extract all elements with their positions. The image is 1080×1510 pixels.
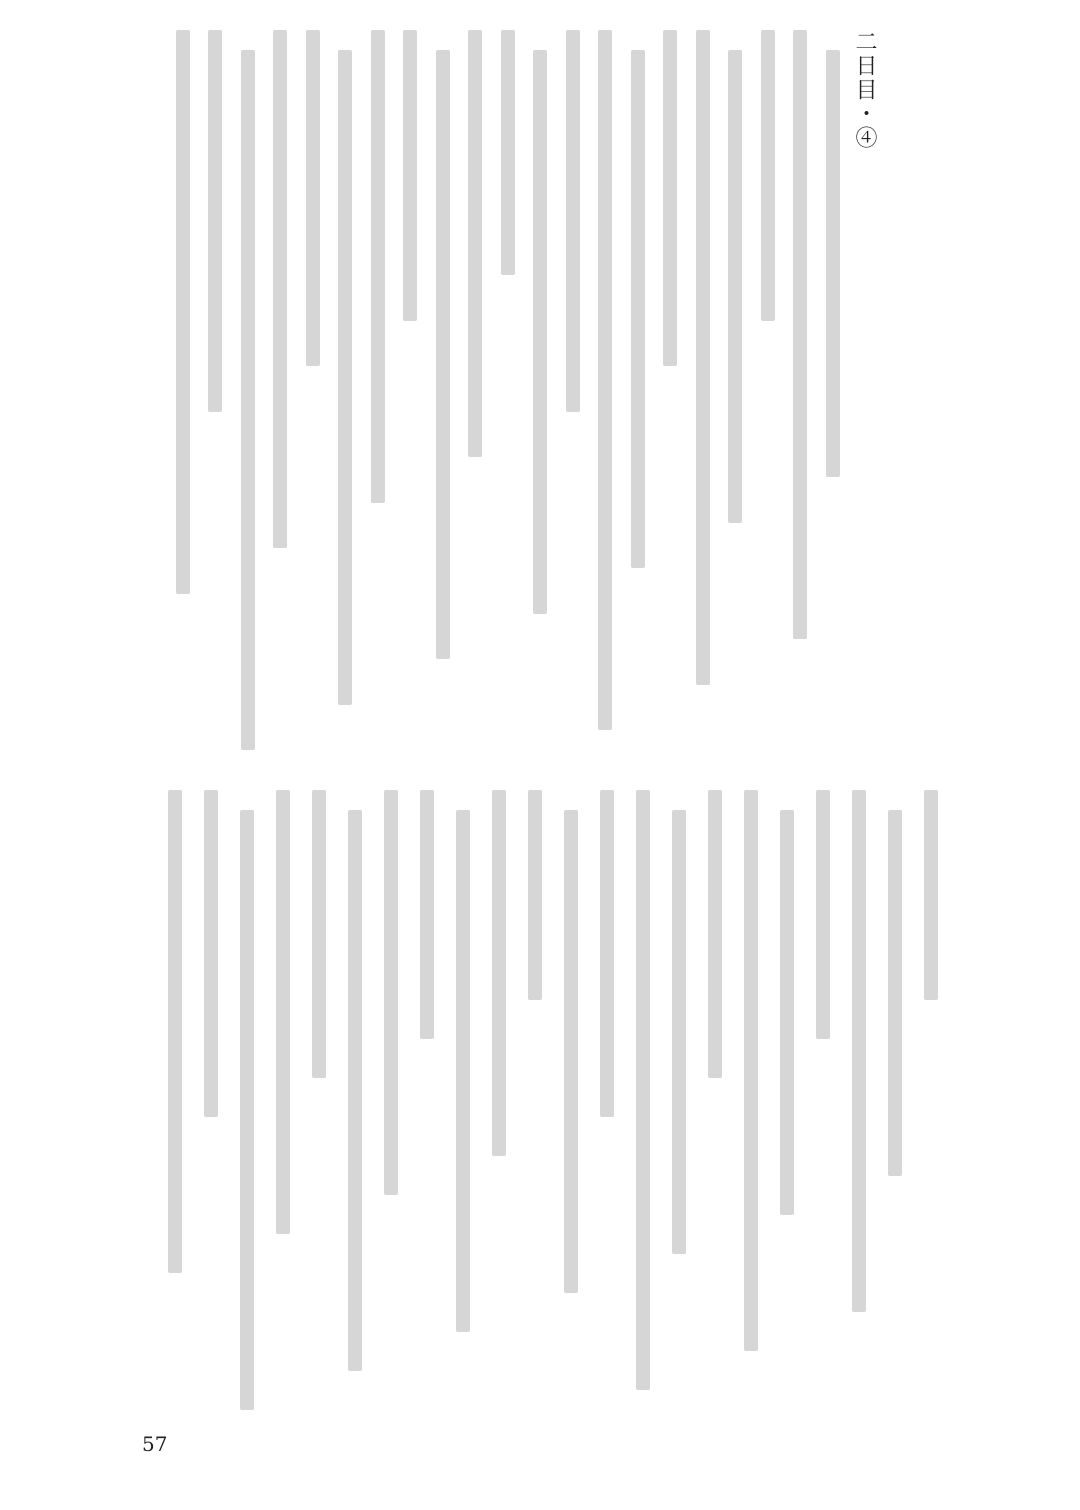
text-line-placeholder — [273, 30, 287, 548]
text-line-placeholder — [816, 790, 830, 1039]
text-line-placeholder — [528, 790, 542, 1000]
text-line-placeholder — [924, 790, 938, 1000]
text-line-placeholder — [744, 790, 758, 1351]
text-line-placeholder — [600, 790, 614, 1117]
text-line-placeholder — [728, 50, 742, 523]
text-line-placeholder — [663, 30, 677, 366]
text-line-placeholder — [436, 50, 450, 659]
text-line-placeholder — [348, 810, 362, 1371]
page-number: 57 — [142, 1432, 168, 1456]
text-line-placeholder — [338, 50, 352, 705]
text-line-placeholder — [208, 30, 222, 412]
text-block-bottom — [140, 790, 940, 1400]
text-line-placeholder — [312, 790, 326, 1078]
text-line-placeholder — [204, 790, 218, 1117]
text-line-placeholder — [420, 790, 434, 1039]
text-line-placeholder — [176, 30, 190, 594]
text-line-placeholder — [696, 30, 710, 685]
text-line-placeholder — [598, 30, 612, 730]
text-line-placeholder — [168, 790, 182, 1273]
text-line-placeholder — [468, 30, 482, 457]
text-line-placeholder — [403, 30, 417, 321]
text-line-placeholder — [761, 30, 775, 321]
text-block-top — [140, 30, 880, 740]
text-line-placeholder — [708, 790, 722, 1078]
chapter-heading: 二日目・④ — [852, 30, 877, 150]
text-line-placeholder — [631, 50, 645, 568]
text-line-placeholder — [240, 810, 254, 1410]
text-line-placeholder — [492, 790, 506, 1156]
text-line-placeholder — [780, 810, 794, 1215]
text-line-placeholder — [371, 30, 385, 503]
text-line-placeholder — [852, 790, 866, 1312]
text-line-placeholder — [566, 30, 580, 412]
text-line-placeholder — [564, 810, 578, 1293]
text-line-placeholder — [306, 30, 320, 366]
text-line-placeholder — [276, 790, 290, 1234]
text-line-placeholder — [826, 50, 840, 477]
text-line-placeholder — [501, 30, 515, 275]
text-line-placeholder — [241, 50, 255, 750]
text-line-placeholder — [672, 810, 686, 1254]
text-line-placeholder — [384, 790, 398, 1195]
text-line-placeholder — [888, 810, 902, 1176]
text-line-placeholder — [456, 810, 470, 1332]
text-line-placeholder — [533, 50, 547, 614]
text-line-placeholder — [793, 30, 807, 639]
text-line-placeholder — [636, 790, 650, 1390]
